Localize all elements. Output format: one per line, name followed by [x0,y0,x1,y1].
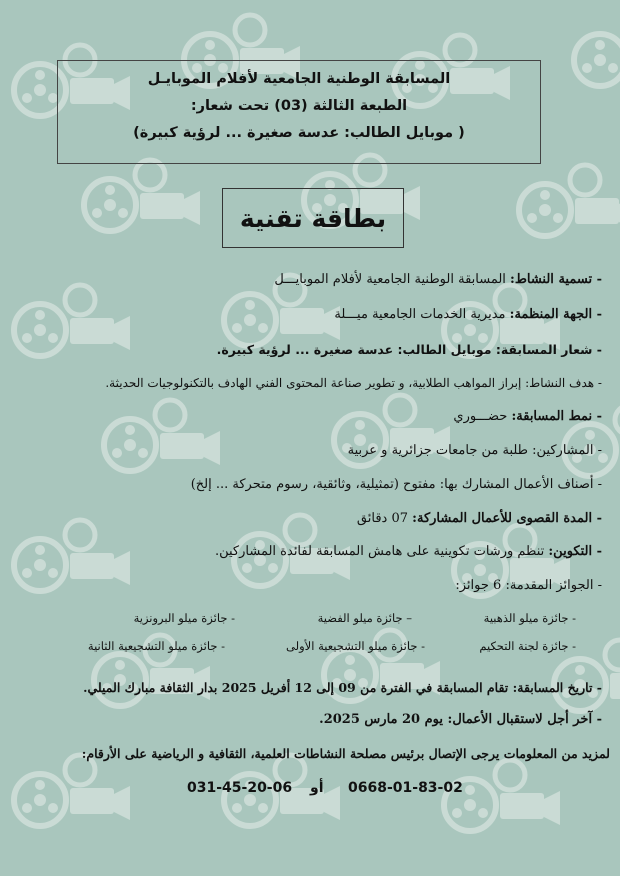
info-label: - أصناف الأعمال المشارك بها: [439,477,602,492]
deadline-label: - آخر أجل لاستقبال الأعمال: [447,712,602,727]
deadline-line [12,712,602,727]
info-label: - المشاركين: [532,443,602,458]
mobile-phone: 0668-01-83-02 [348,780,463,796]
prize-item: – جائزة ميلو الفضية [317,611,412,625]
info-line [12,544,602,559]
info-value: تنظم ورشات تكوينية على هامش المسابقة لفائدة المشاركين. [214,544,549,559]
info-value: طلبة من جامعات جزائرية و عربية [347,443,533,458]
header-box [57,60,541,164]
info-label: - التكوين: [548,544,602,559]
prize-item: - جائزة ميلو البرونزية [133,611,235,625]
info-value: المسابقة الوطنية الجامعية لأفلام الموبايـــل [274,272,511,287]
info-value: 07 دقائق [356,511,413,526]
info-line [12,307,602,322]
page-title: بطاقة تقنية [222,188,404,248]
info-label: - الجوائز المقدمة: [505,578,602,593]
prize-item: - جائزة ميلو الذهبية [483,611,576,625]
info-line [12,272,602,287]
date-line [12,680,602,695]
info-line [12,578,602,593]
info-value: 6 جوائز: [455,578,506,593]
edition-line: الطبعة الثالثة (03) تحت شعار: [190,98,408,114]
info-line [12,511,602,526]
slogan-line: ( موبايل الطالب: عدسة صغيرة ... لرؤية كبيرة) [133,125,465,141]
info-value: موبايل الطالب: عدسة صغيرة ... لرؤية كبيرة. [216,342,496,357]
prize-item: - جائزة لجنة التحكيم [479,639,576,653]
prize-item: - جائزة ميلو التشجيعية الأولى [286,639,425,653]
contact-line: لمزيد من المعلومات يرجى الإتصال برئيس مصلحة النشاطات العلمية، الثقافية و الرياضية على الأرقام: [81,746,610,761]
info-line [12,376,602,390]
info-line [12,443,602,458]
date-value: تقام المسابقة في الفترة من 09 إلى 12 أفريل 2025 بدار الثقافة مبارك الميلي. [83,680,513,695]
info-label: - المدة القصوى للأعمال المشاركة: [412,511,602,526]
prize-item: - جائزة ميلو التشجيعية الثانية [87,639,225,653]
info-label: - نمط المسابقة: [511,409,602,424]
competition-name: المسابقة الوطنية الجامعية لأفلام الموبايـل [147,71,451,87]
info-value: مفتوح (تمثيلية، وثائقية، رسوم متحركة ... إلخ) [190,477,440,492]
date-label: - تاريخ المسابقة: [512,680,602,695]
info-line [12,342,602,357]
info-line [12,477,602,492]
info-value: مديرية الخدمات الجامعية ميـــلة [334,307,510,322]
landline-phone: 031-45-20-06 [187,780,293,796]
info-line [12,409,602,424]
info-label: - الجهة المنظمة: [509,307,602,322]
info-value: إبراز المواهب الطلابية، و تطوير صناعة المحتوى الفني الهادف بالتكنولوجيات الحديثة. [105,376,526,390]
info-label: - شعار المسابقة: [495,342,602,357]
info-label: - تسمية النشاط: [510,272,602,287]
deadline-value: يوم 20 مارس 2025. [319,712,448,727]
phone-separator: أو [310,780,324,796]
info-label: - هدف النشاط: [525,376,602,390]
info-value: حضـــوري [453,409,512,424]
